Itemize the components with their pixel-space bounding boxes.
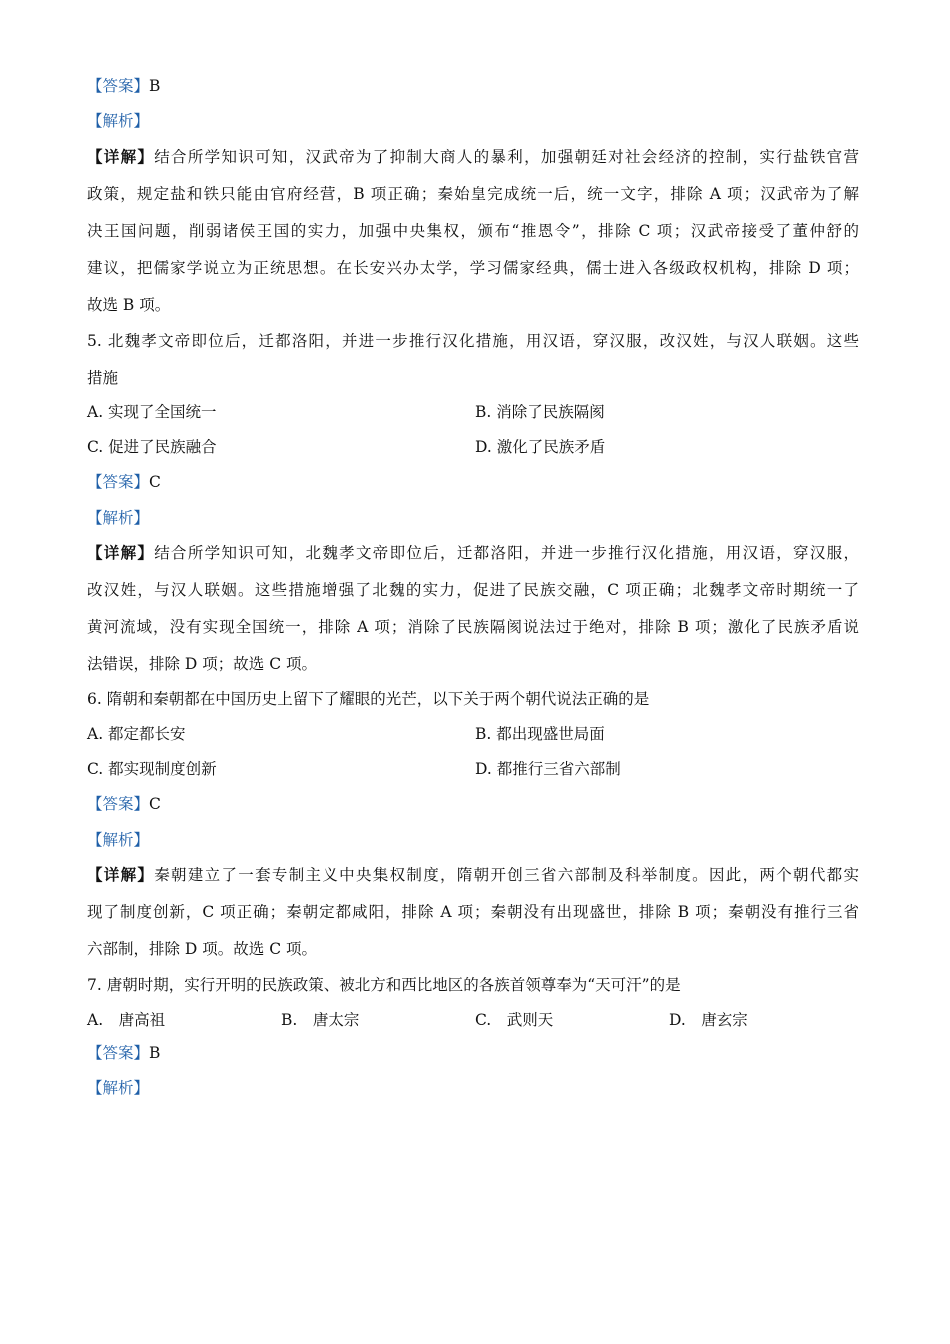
option-c: C. 都实现制度创新 xyxy=(87,760,217,778)
detail-line: 法错误，排除 D 项；故选 C 项。 xyxy=(87,655,317,673)
option-b: B. 唐太宗 xyxy=(281,1011,360,1029)
answer-line xyxy=(87,472,161,492)
detail-line: 现了制度创新，C 项正确；秦朝定都咸阳，排除 A 项；秦朝没有出现盛世，排除 B 项；秦朝没有推行三省 xyxy=(87,903,859,921)
answer-tag: 【答案】 xyxy=(87,77,150,95)
detail-tag: 【详解】 xyxy=(87,147,155,166)
analysis-tag: 【解析】 xyxy=(87,831,150,849)
analysis-tag: 【解析】 xyxy=(87,1079,150,1097)
option-d: D. 都推行三省六部制 xyxy=(475,760,621,778)
option-d: D. 激化了民族矛盾 xyxy=(475,438,606,456)
answer-line xyxy=(87,1043,160,1063)
option-c: C. 促进了民族融合 xyxy=(87,438,217,456)
question-stem: 5. 北魏孝文帝即位后，迁都洛阳，并进一步推行汉化措施，用汉语，穿汉服，改汉姓，与汉人联姻。这些 xyxy=(87,332,859,350)
analysis-tag: 【解析】 xyxy=(87,112,150,130)
option-d: D. 唐玄宗 xyxy=(669,1011,748,1029)
detail-tag: 【详解】 xyxy=(87,543,155,562)
option-a: A. 都定都长安 xyxy=(87,725,186,743)
option-a: A. 唐高祖 xyxy=(87,1011,166,1029)
detail-tag: 【详解】 xyxy=(87,865,155,884)
question-stem: 措施 xyxy=(87,369,119,387)
answer-tag: 【答案】 xyxy=(87,1044,150,1062)
answer-value: C xyxy=(149,795,161,813)
question-stem: 6. 隋朝和秦朝都在中国历史上留下了耀眼的光芒，以下关于两个朝代说法正确的是 xyxy=(87,690,650,708)
detail-line: 【详解】结合所学知识可知，北魏孝文帝即位后，迁都洛阳，并进一步推行汉化措施，用汉语，穿汉服， xyxy=(87,543,859,562)
question-stem: 7. 唐朝时期，实行开明的民族政策、被北方和西比地区的各族首领尊奉为“天可汗”的是 xyxy=(87,976,681,994)
analysis-tag: 【解析】 xyxy=(87,509,150,527)
option-b: B. 都出现盛世局面 xyxy=(475,725,605,743)
detail-line: 政策，规定盐和铁只能由官府经营，B 项正确；秦始皇完成统一后，统一文字，排除 A 项；汉武帝为了解 xyxy=(87,185,859,203)
option-c: C. 武则天 xyxy=(475,1011,554,1029)
answer-value: B xyxy=(149,1044,161,1062)
detail-line: 改汉姓，与汉人联姻。这些措施增强了北魏的实力，促进了民族交融，C 项正确；北魏孝文帝时期统一了 xyxy=(87,581,859,599)
detail-line: 黄河流域，没有实现全国统一，排除 A 项；消除了民族隔阂说法过于绝对，排除 B 项；激化了民族矛盾说 xyxy=(87,618,859,636)
detail-line: 【详解】结合所学知识可知，汉武帝为了抑制大商人的暴利，加强朝廷对社会经济的控制，实行盐铁官营 xyxy=(87,147,859,166)
answer-tag: 【答案】 xyxy=(87,473,150,491)
detail-line: 建议，把儒家学说立为正统思想。在长安兴办太学，学习儒家经典，儒士进入各级政权机构，排除 D 项； xyxy=(87,259,859,277)
option-a: A. 实现了全国统一 xyxy=(87,403,217,421)
detail-line: 【详解】秦朝建立了一套专制主义中央集权制度，隋朝开创三省六部制及科举制度。因此，两个朝代都实 xyxy=(87,865,859,884)
answer-value: B xyxy=(149,77,161,95)
answer-tag: 【答案】 xyxy=(87,795,150,813)
detail-line: 六部制，排除 D 项。故选 C 项。 xyxy=(87,940,317,958)
answer-line xyxy=(87,76,160,96)
detail-line: 决王国问题，削弱诸侯王国的实力，加强中央集权，颁布“推恩令”，排除 C 项；汉武帝接受了董仲舒的 xyxy=(87,222,859,240)
answer-value: C xyxy=(149,473,161,491)
answer-line xyxy=(87,794,161,814)
option-b: B. 消除了民族隔阂 xyxy=(475,403,605,421)
detail-line: 故选 B 项。 xyxy=(87,296,171,314)
